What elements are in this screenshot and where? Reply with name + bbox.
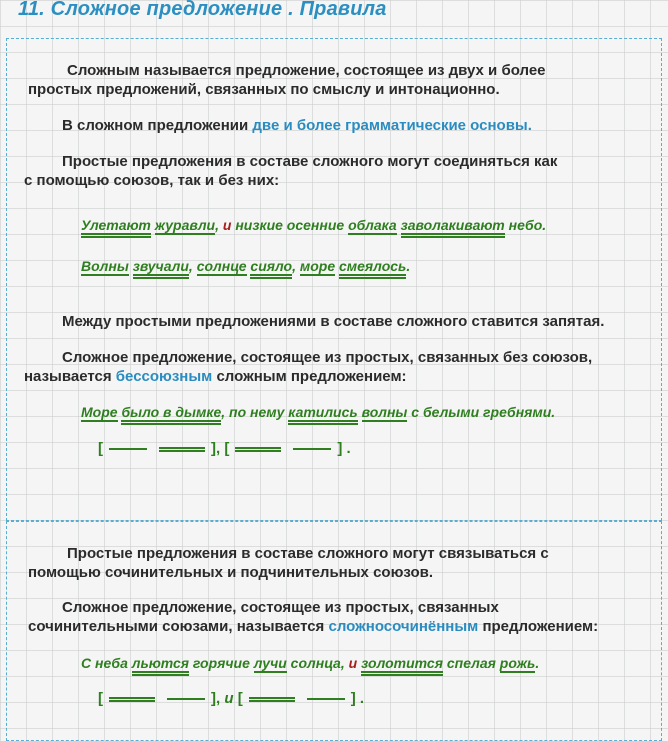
predicate-line [109, 697, 155, 702]
example-predicate: заволакивают [401, 217, 505, 238]
scheme-asyndetic: [ ], [ ] . [98, 440, 351, 457]
example-conjunction: и [222, 217, 232, 233]
example-subject: лучи [253, 655, 287, 671]
comma-rule: Между простыми предложениями в составе сложного ставится запятая. [62, 313, 605, 330]
example-subject: Море [81, 404, 118, 420]
asyndetic-rule-line-2: называется бессоюзным сложным предложением: [24, 368, 407, 385]
example-predicate: катились [288, 404, 357, 425]
example-sentence-3: Море было в дымке, по нему катились волны с белыми гребнями. [81, 402, 555, 422]
conjunction-rule-line-2: помощью сочинительных и подчинительных союзов. [28, 564, 434, 581]
compound-rule-line-2: сочинительными союзами, называется сложносочинённым предложением: [28, 618, 599, 635]
example-subject: волны [361, 404, 408, 420]
definition-line-1: Сложным называется предложение, состоящее из двух и более [67, 62, 546, 79]
connection-rule-line-2: с помощью союзов, так и без них: [24, 172, 280, 189]
definition-line-2: простых предложений, связанных по смыслу и интонационно. [28, 81, 500, 98]
example-subject: море [299, 258, 336, 274]
example-predicate: Улетают [81, 217, 151, 238]
example-predicate: льются [132, 655, 189, 676]
compound-rule-line-1: Сложное предложение, состоящее из простых, связанных [62, 599, 499, 616]
example-subject: облака [348, 217, 397, 233]
example-predicate: смеялось [339, 258, 406, 279]
scheme-compound: [ ], и [ ] . [98, 690, 365, 707]
example-subject: солнце [196, 258, 247, 274]
example-subject: журавли [154, 217, 216, 233]
example-sentence-4: С неба льются горячие лучи солнца, и золотится спелая рожь. [81, 653, 539, 673]
subject-line [293, 448, 331, 450]
conjunction-rule-line-1: Простые предложения в составе сложного могут связываться с [67, 545, 549, 562]
example-predicate: золотится [361, 655, 443, 676]
connection-rule-line-1: Простые предложения в составе сложного могут соединяться как [62, 153, 558, 170]
compound-term: сложносочинённым [328, 618, 479, 635]
asyndetic-rule-line-1: Сложное предложение, состоящее из простых, связанных без союзов, [62, 349, 593, 366]
example-predicate: было в дымке [121, 404, 221, 425]
example-sentence-1: Улетают журавли, и низкие осенние облака заволакивают небо. [81, 215, 546, 235]
grammar-basis-term: две и более грамматические основы. [252, 117, 532, 134]
predicate-line [235, 447, 281, 452]
grammar-basis-rule: В сложном предложении две и более грамматические основы. [62, 117, 532, 134]
example-conjunction: и [348, 655, 358, 671]
rules-panel-2 [6, 521, 662, 741]
asyndetic-term: бессоюзным [115, 368, 213, 385]
page-title: 11. Сложное предложение . Правила [18, 0, 387, 20]
example-subject: рожь [499, 655, 536, 671]
subject-line [307, 698, 345, 700]
rules-panel-1 [6, 38, 662, 521]
subject-line [167, 698, 205, 700]
predicate-line [159, 447, 205, 452]
example-predicate: звучали [133, 258, 189, 279]
example-predicate: сияло [250, 258, 292, 279]
subject-line [109, 448, 147, 450]
predicate-line [249, 697, 295, 702]
example-sentence-2: Волны звучали, солнце сияло, море смеялось. [81, 256, 410, 276]
example-subject: Волны [81, 258, 129, 274]
